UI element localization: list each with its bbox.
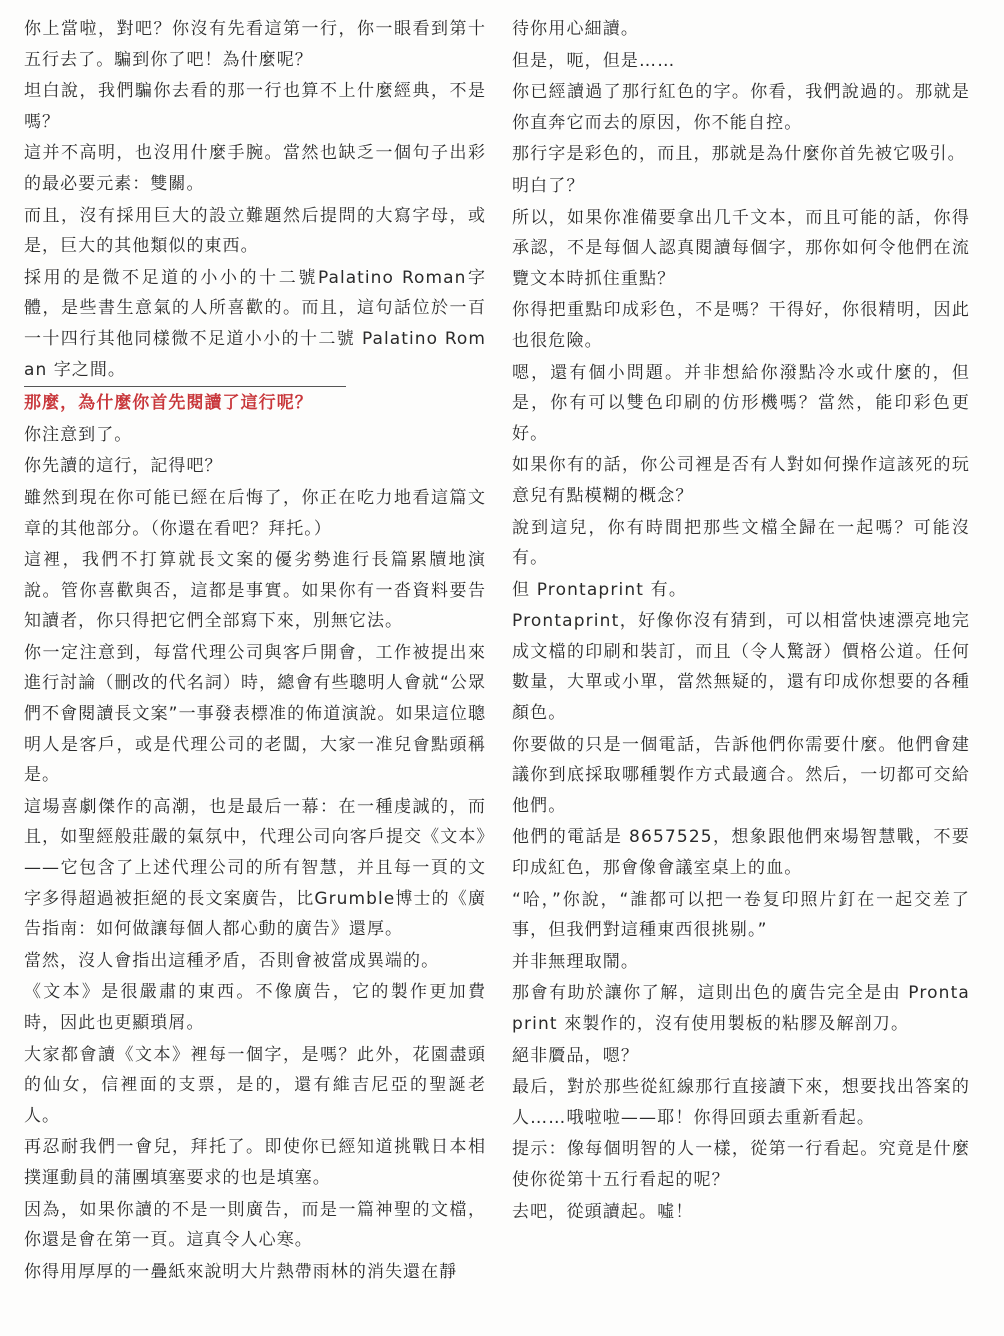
paragraph: 待你用心細讀。 bbox=[512, 19, 640, 39]
paragraph: 你得把重點印成彩色，不是嗎？干得好，你很精明，因此也很危險。 bbox=[512, 300, 970, 351]
paragraph: 《文本》是很嚴肅的東西。不像廣告，它的製作更加費時，因此也更顯瑣屑。 bbox=[24, 982, 486, 1033]
paragraph: 你注意到了。 bbox=[24, 424, 133, 445]
left-column bbox=[24, 14, 486, 1288]
paragraph: 再忍耐我們一會兒，拜托了。即使你已經知道挑戰日本相撲運動員的蒲團填塞要求的也是填塞。 bbox=[24, 1137, 486, 1188]
paragraph: 那行字是彩色的，而且，那就是為什麼你首先被它吸引。 bbox=[512, 144, 966, 165]
paragraph: 去吧，從頭讀起。噓！ bbox=[512, 1201, 694, 1222]
paragraph: 你得用厚厚的一疊紙來說明大片熱帶雨林的消失還在靜 bbox=[24, 1261, 458, 1282]
paragraph: 他們的電話是 8657525，想象跟他們來場智慧戰，不要印成紅色，那會像會議室桌上的血。 bbox=[512, 827, 970, 879]
paragraph: 當然，沒人會指出這種矛盾，否則會被當成異端的。 bbox=[24, 950, 440, 971]
paragraph: 你已經讀過了那行紅色的字。你看，我們說過的。那就是你直奔它而去的原因，你不能自控。 bbox=[512, 82, 970, 133]
paragraph: 這場喜劇傑作的高潮，也是最后一幕：在一種虔誠的，而且，如聖經般莊嚴的氣氛中，代理公司向客戶提交《文本》——它包含了上述代理公司的所有智慧，并且每一頁的文字多得超過被拒絕的長文案廣告，比Grumble博士的《廣告指南：如何做讓每個人都心動的廣告》還厚。 bbox=[24, 796, 486, 940]
highlighted-line: 那麼，為什麼你首先閱讀了這行呢？ bbox=[24, 386, 346, 419]
paragraph: 坦白說，我們騙你去看的那一行也算不上什麼經典，不是嗎？ bbox=[24, 81, 486, 132]
paragraph: 但是，呃，但是…… bbox=[512, 50, 676, 71]
paragraph: 而且，沒有採用巨大的設立難題然后提問的大寫字母，或是，巨大的其他類似的東西。 bbox=[24, 205, 486, 257]
paragraph: 說到這兒，你有時間把那些文檔全歸在一起嗎？可能沒有。 bbox=[512, 517, 970, 569]
paragraph: 你一定注意到，每當代理公司與客戶開會，工作被提出來進行討論（刪改的代名詞）時，總會有些聰明人會就“公眾們不會閱讀長文案”一事發表標准的佈道演說。如果這位聰明人是客戶，或是代理公司的老闆，大家一准兒會點頭稱是。 bbox=[24, 642, 486, 786]
paragraph: 你要做的只是一個電話，告訴他們你需要什麼。他們會建議你到底採取哪種製作方式最適合。然后，一切都可交給他們。 bbox=[512, 734, 970, 816]
paragraph: 那會有助於讓你了解，這則出色的廣告完全是由 Prontaprint 來製作的，沒有使用製板的粘膠及解剖刀。 bbox=[512, 983, 970, 1034]
paragraph: 你先讀的這行，記得吧？ bbox=[24, 456, 223, 477]
paragraph: 因為，如果你讀的不是一則廣告，而是一篇神聖的文檔，你還是會在第一頁。這真令人心寒。 bbox=[24, 1199, 486, 1251]
paragraph: 如果你有的話，你公司裡是否有人對如何操作這該死的玩意兒有點模糊的概念？ bbox=[512, 455, 970, 506]
paragraph: 絕非贗品，嗯？ bbox=[512, 1045, 640, 1066]
paragraph: 明白了？ bbox=[512, 175, 585, 196]
right-column bbox=[512, 14, 970, 1228]
paragraph: 雖然到現在你可能已經在后悔了，你正在吃力地看這篇文章的其他部分。（你還在看吧？拜托。） bbox=[24, 487, 486, 539]
paragraph: 并非無理取鬧。 bbox=[512, 951, 640, 972]
paragraph: 嗯，還有個小問題。并非想給你潑點冷水或什麼的，但是，你有可以雙色印刷的仿形機嗎？當然，能印彩色更好。 bbox=[512, 362, 970, 444]
paragraph: “哈，”你說，“誰都可以把一卷复印照片釘在一起交差了事，但我們對這種東西很挑剔。” bbox=[512, 889, 970, 941]
paragraph: 這并不高明，也沒用什麼手腕。當然也缺乏一個句子出彩的最必要元素：雙關。 bbox=[24, 143, 486, 194]
paragraph: 大家都會讀《文本》裡每一個字，是嗎？此外，花園盡頭的仙女，信裡面的支票，是的，還有維吉尼亞的聖誕老人。 bbox=[24, 1044, 486, 1126]
paragraph: 這裡，我們不打算就長文案的優劣勢進行長篇累牘地演說。管你喜歡與否，這都是事實。如果你有一沓資料要告知讀者，你只得把它們全部寫下來，別無它法。 bbox=[24, 550, 486, 632]
paragraph: 最后，對於那些從紅線那行直接讀下來，想要找出答案的人……哦啦啦——耶！你得回頭去重新看起。 bbox=[512, 1077, 970, 1128]
paragraph: 你上當啦，對吧？你沒有先看這第一行，你一眼看到第十五行去了。騙到你了吧！為什麼呢？ bbox=[24, 19, 486, 70]
paragraph: Prontaprint，好像你沒有猜到，可以相當快速漂亮地完成文檔的印刷和裝訂，而且（令人驚訝）價格公道。任何數量，大單或小單，當然無疑的，還有印成你想要的各種顏色。 bbox=[512, 611, 970, 724]
paragraph: 採用的是微不足道的小小的十二號Palatino Roman字體，是些書生意氣的人所喜歡的。而且，這句話位於一百一十四行其他同樣微不足道小小的十二號 Palatino Roman 字之間。 bbox=[24, 267, 486, 380]
paragraph: 提示：像每個明智的人一樣，從第一行看起。究竟是什麼使你從第十五行看起的呢？ bbox=[512, 1139, 970, 1190]
paragraph: 但 Prontaprint 有。 bbox=[512, 579, 687, 600]
paragraph: 所以，如果你准備要拿出几千文本，而且可能的話，你得承認，不是每個人認真閱讀每個字，那你如何令他們在流覽文本時抓住重點？ bbox=[512, 207, 970, 289]
